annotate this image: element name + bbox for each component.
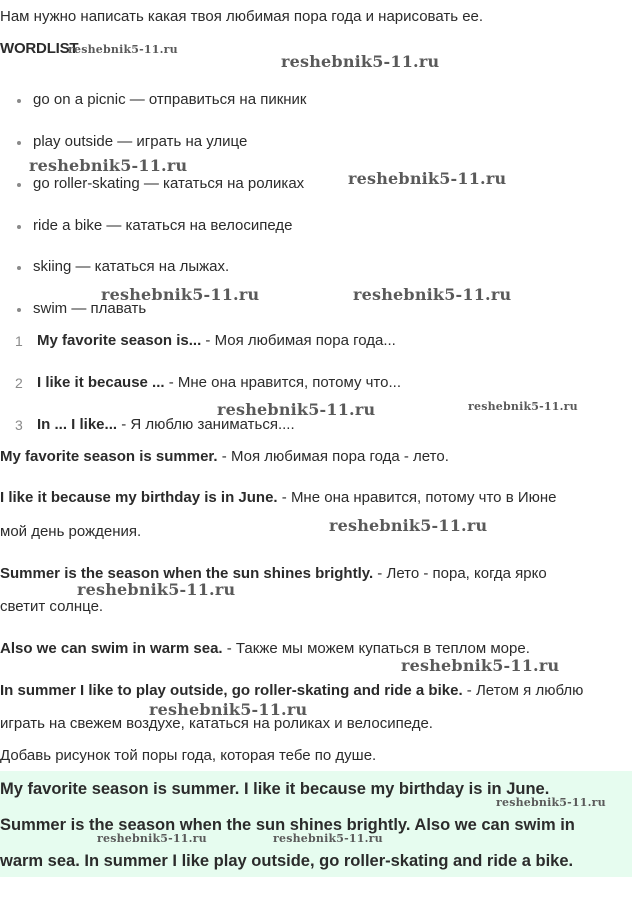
watermark: reshebnik5-11.ru: [353, 285, 512, 304]
final-text-line: My favorite season is summer. I like it because my birthday is in June.: [0, 780, 550, 798]
sentence-en: My favorite season is summer.: [0, 448, 218, 465]
phrase-ru: - Я люблю заниматься....: [117, 416, 295, 433]
wordlist-heading: WORDLIST: [0, 40, 79, 57]
sentence: [0, 489, 557, 506]
sentence-en: I like it because my birthday is in June.: [0, 489, 278, 506]
phrase-number: 2: [15, 375, 23, 391]
sentence-continuation: светит солнце.: [0, 598, 104, 615]
watermark: reshebnik5-11.ru: [101, 285, 260, 304]
watermark: reshebnik5-11.ru: [281, 52, 440, 71]
phrase-number: 3: [15, 417, 23, 433]
watermark: reshebnik5-11.ru: [77, 580, 236, 599]
watermark: reshebnik5-11.ru: [29, 156, 188, 175]
bullet-icon: [17, 225, 21, 229]
phrase-ru: - Моя любимая пора года...: [201, 332, 396, 349]
watermark: reshebnik5-11.ru: [468, 400, 578, 413]
list-item: skiing — кататься на лыжах.: [33, 258, 230, 275]
list-item: swim — плавать: [33, 300, 147, 317]
phrase-number: 1: [15, 333, 23, 349]
bullet-icon: [17, 141, 21, 145]
instruction-text: Добавь рисунок той поры года, которая тебе по душе.: [0, 747, 377, 764]
list-item: play outside — играть на улице: [33, 133, 248, 150]
watermark: reshebnik5-11.ru: [401, 656, 560, 675]
sentence-ru: - Лето - пора, когда ярко: [373, 565, 547, 582]
list-item: ride a bike — кататься на велосипеде: [33, 217, 293, 234]
task-text: Нам нужно написать какая твоя любимая пора года и нарисовать ее.: [0, 8, 484, 25]
sentence-en: Summer is the season when the sun shines brightly.: [0, 565, 374, 582]
sentence-en: In summer I like to play outside, go roller-skating and ride a bike.: [0, 682, 463, 699]
phrase-en: My favorite season is...: [37, 332, 202, 349]
phrase-en: In ... I like...: [37, 416, 118, 433]
sentence: [0, 640, 530, 657]
watermark: reshebnik5-11.ru: [496, 796, 606, 809]
sentence-continuation: мой день рождения.: [0, 523, 142, 540]
phrase-ru: - Мне она нравится, потому что...: [164, 374, 401, 391]
sentence-ru: - Моя любимая пора года - лето.: [217, 448, 449, 465]
sentence-ru: - Летом я люблю: [462, 682, 584, 699]
sentence-continuation: играть на свежем воздухе, кататься на роликах и велосипеде.: [0, 715, 433, 732]
watermark: reshebnik5-11.ru: [329, 516, 488, 535]
sentence-en: Also we can swim in warm sea.: [0, 640, 223, 657]
sentence-ru: - Мне она нравится, потому что в Июне: [277, 489, 557, 506]
bullet-icon: [17, 308, 21, 312]
watermark: reshebnik5-11.ru: [149, 700, 308, 719]
sentence-ru: - Также мы можем купаться в теплом море.: [222, 640, 530, 657]
bullet-icon: [17, 183, 21, 187]
list-item: go on a picnic — отправиться на пикник: [33, 91, 307, 108]
list-item: go roller-skating — кататься на роликах: [33, 175, 305, 192]
watermark: reshebnik5-11.ru: [97, 832, 207, 845]
watermark: reshebnik5-11.ru: [348, 169, 507, 188]
bullet-icon: [17, 266, 21, 270]
final-text-line: Summer is the season when the sun shines brightly. Also we can swim in: [0, 816, 575, 834]
watermark: reshebnik5-11.ru: [68, 43, 178, 56]
final-text-line: warm sea. In summer I like play outside, go roller-skating and ride a bike.: [0, 852, 574, 870]
bullet-icon: [17, 99, 21, 103]
phrase-item: [37, 332, 396, 349]
phrase-en: I like it because ...: [37, 374, 165, 391]
watermark: reshebnik5-11.ru: [217, 400, 376, 419]
phrase-item: [37, 374, 401, 391]
sentence: [0, 682, 583, 699]
sentence: [0, 448, 449, 465]
watermark: reshebnik5-11.ru: [273, 832, 383, 845]
